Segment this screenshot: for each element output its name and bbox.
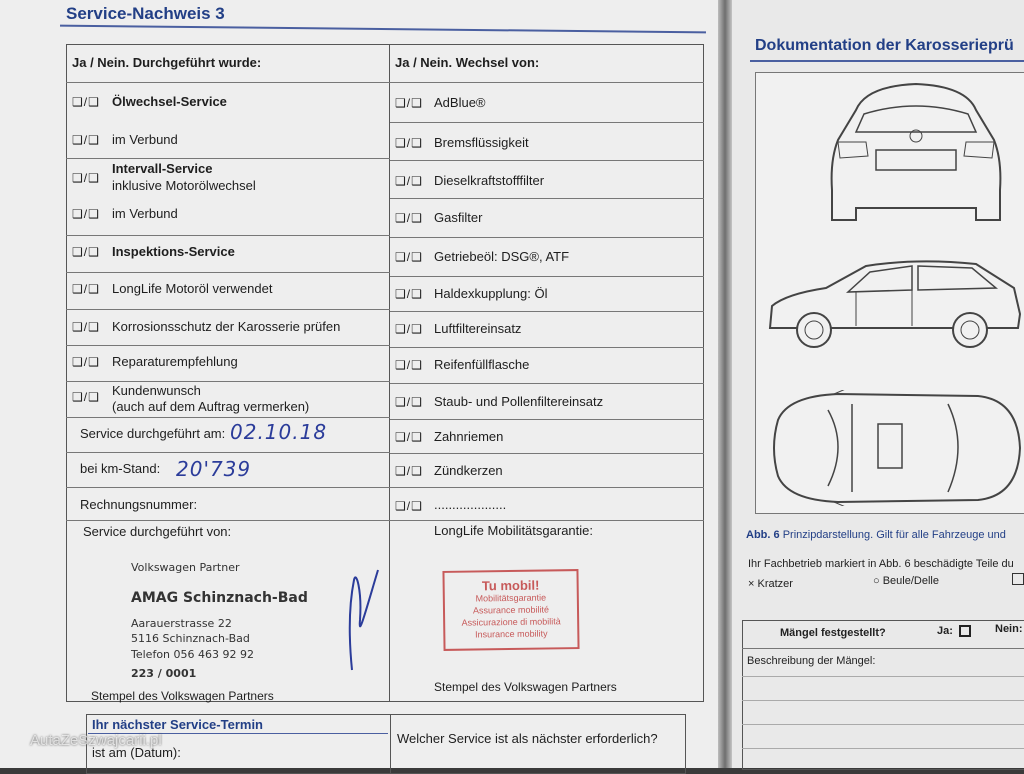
- legend-dent: ○ Beule/Delle: [873, 575, 939, 587]
- stamp-line: Insurance mobility: [474, 628, 548, 640]
- mobility-stamp: [442, 569, 579, 651]
- legend-scratch: × Kratzer: [748, 578, 793, 590]
- row-line: [742, 648, 1024, 649]
- invoice-label: Rechnungsnummer:: [80, 497, 198, 512]
- row-line: [66, 309, 390, 310]
- checkbox-verbund-1[interactable]: ❑/❑: [72, 133, 100, 147]
- signature: [330, 560, 390, 680]
- row-line: [66, 487, 390, 488]
- stamp-line: Mobilitätsgarantie: [475, 592, 547, 604]
- row-line: [390, 453, 704, 454]
- row-line: [390, 487, 704, 488]
- checkbox-haldex[interactable]: ❑/❑: [395, 287, 423, 301]
- watermark: AutaZeSzwajcarii.pl: [30, 732, 162, 749]
- row-line: [390, 383, 704, 384]
- checkbox-customer-wish[interactable]: ❑/❑: [72, 390, 100, 404]
- row-label: Intervall-Service: [112, 161, 213, 176]
- stamp-name: AMAG Schinznach-Bad: [131, 590, 308, 606]
- performed-by-label: Service durchgeführt von:: [83, 524, 232, 539]
- row-line: [742, 724, 1024, 725]
- col1-header: Ja / Nein. Durchgeführt wurde:: [72, 55, 262, 70]
- next-service-title: Ihr nächster Service-Termin: [92, 717, 263, 732]
- row-label: Inspektions-Service: [112, 244, 235, 259]
- change-label: Reifenfüllflasche: [434, 357, 530, 372]
- figure-caption-text: Prinzipdarstellung. Gilt für alle Fahrzeuge und: [782, 529, 1006, 541]
- checkbox-pollen-filter[interactable]: ❑/❑: [395, 395, 423, 409]
- figure-label: Abb. 6: [746, 529, 780, 541]
- row-line: [66, 520, 704, 521]
- defects-question: Mängel festgestellt?: [780, 627, 886, 639]
- change-label: Zündkerzen: [434, 463, 503, 478]
- row-label: LongLife Motoröl verwendet: [112, 281, 273, 296]
- stamp-line: Assurance mobilité: [472, 604, 550, 616]
- stamp-street: Aarauerstrasse 22: [131, 617, 232, 630]
- next-service-date-label: ist am (Datum):: [92, 745, 181, 760]
- change-label: Gasfilter: [434, 210, 483, 225]
- service-date-value: 02.10.18: [230, 420, 328, 444]
- change-label: Staub- und Pollenfiltereinsatz: [434, 394, 604, 409]
- row-line: [66, 82, 704, 83]
- right-page-title: Dokumentation der Karosserieprü: [755, 37, 1014, 54]
- row-line: [66, 158, 390, 159]
- checkbox-inspection[interactable]: ❑/❑: [72, 245, 100, 259]
- stamp-caption-right: Stempel des Volkswagen Partners: [434, 680, 617, 694]
- checkbox-oil-service[interactable]: ❑/❑: [72, 95, 100, 109]
- km-value: 20'739: [176, 457, 252, 481]
- row-line: [66, 345, 390, 346]
- defects-yes-checkbox[interactable]: [959, 625, 971, 637]
- change-label: ....................: [434, 497, 507, 512]
- row-line: [66, 417, 390, 418]
- change-label: Haldexkupplung: Öl: [434, 286, 548, 301]
- row-label: im Verbund: [112, 132, 178, 147]
- stamp-phone: Telefon 056 463 92 92: [131, 648, 254, 661]
- mark-instructions: Ihr Fachbetrieb markiert in Abb. 6 beschädigte Teile du: [748, 558, 1014, 570]
- row-line: [390, 276, 704, 277]
- row-line: [390, 198, 704, 199]
- row-label: im Verbund: [112, 206, 178, 221]
- defects-no-label: Nein:: [995, 623, 1023, 635]
- checkbox-gas-filter[interactable]: ❑/❑: [395, 211, 423, 225]
- col2-header: Ja / Nein. Wechsel von:: [395, 55, 540, 70]
- checkbox-diesel-filter[interactable]: ❑/❑: [395, 174, 423, 188]
- row-line: [390, 237, 704, 238]
- checkbox-verbund-2[interactable]: ❑/❑: [72, 207, 100, 221]
- service-date-label: Service durchgeführt am:: [80, 426, 226, 441]
- stamp-code: 223 / 0001: [131, 667, 197, 680]
- book-spine: [718, 0, 732, 768]
- checkbox-gear-oil[interactable]: ❑/❑: [395, 250, 423, 264]
- defects-description-label: Beschreibung der Mängel:: [747, 655, 876, 667]
- change-label: Luftfiltereinsatz: [434, 321, 522, 336]
- column-divider: [390, 714, 391, 774]
- row-label: Reparaturempfehlung: [112, 354, 238, 369]
- change-label: Dieselkraftstofffilter: [434, 173, 545, 188]
- stamp-line: Tu mobil!: [481, 577, 540, 594]
- checkbox-interval-service[interactable]: ❑/❑: [72, 171, 100, 185]
- change-label: Zahnriemen: [434, 429, 504, 444]
- page-title: Service-Nachweis 3: [66, 4, 225, 23]
- row-line: [66, 381, 390, 382]
- change-label: AdBlue®: [434, 95, 486, 110]
- row-line: [390, 122, 704, 123]
- checkbox-corrosion[interactable]: ❑/❑: [72, 320, 100, 334]
- row-label: Korrosionsschutz der Karosserie prüfen: [112, 319, 341, 334]
- checkbox-adblue[interactable]: ❑/❑: [395, 96, 423, 110]
- checkbox-longlife-oil[interactable]: ❑/❑: [72, 282, 100, 296]
- row-line: [742, 676, 1024, 677]
- right-title-rule: [750, 60, 1024, 62]
- stamp-city: 5116 Schinznach-Bad: [131, 632, 250, 645]
- checkbox-air-filter[interactable]: ❑/❑: [395, 322, 423, 336]
- defects-yes-label: Ja:: [937, 625, 953, 637]
- row-label: Ölwechsel-Service: [112, 94, 227, 109]
- row-sublabel: inklusive Motorölwechsel: [112, 178, 256, 193]
- checkbox-brake-fluid[interactable]: ❑/❑: [395, 136, 423, 150]
- row-label: Kundenwunsch: [112, 383, 201, 398]
- checkbox-other[interactable]: ❑/❑: [395, 499, 423, 513]
- row-line: [390, 311, 704, 312]
- row-line: [742, 748, 1024, 749]
- row-line: [742, 700, 1024, 701]
- row-line: [390, 419, 704, 420]
- checkbox-timing-belt[interactable]: ❑/❑: [395, 430, 423, 444]
- legend-checkbox: [1012, 573, 1024, 585]
- checkbox-tire-bottle[interactable]: ❑/❑: [395, 358, 423, 372]
- checkbox-spark-plugs[interactable]: ❑/❑: [395, 464, 423, 478]
- figure-caption: [746, 529, 1006, 541]
- row-line: [66, 235, 390, 236]
- car-side-view: [766, 258, 1024, 350]
- checkbox-repair-recommendation[interactable]: ❑/❑: [72, 355, 100, 369]
- mobility-label: LongLife Mobilitätsgarantie:: [434, 523, 593, 538]
- stamp-line: Assicurazione di mobilità: [461, 616, 561, 628]
- km-label: bei km-Stand:: [80, 461, 161, 476]
- stamp-partner: Volkswagen Partner: [131, 561, 240, 574]
- car-top-view: [768, 390, 1024, 506]
- row-sublabel: (auch auf dem Auftrag vermerken): [112, 399, 310, 414]
- next-service-question: Welcher Service ist als nächster erforderlich?: [397, 731, 658, 746]
- row-line: [66, 272, 390, 273]
- row-line: [66, 452, 390, 453]
- stamp-caption-left: Stempel des Volkswagen Partners: [91, 689, 274, 703]
- change-label: Bremsflüssigkeit: [434, 135, 529, 150]
- change-label: Getriebeöl: DSG®, ATF: [434, 249, 570, 264]
- row-line: [390, 160, 704, 161]
- row-line: [390, 347, 704, 348]
- car-rear-view: [826, 80, 1006, 226]
